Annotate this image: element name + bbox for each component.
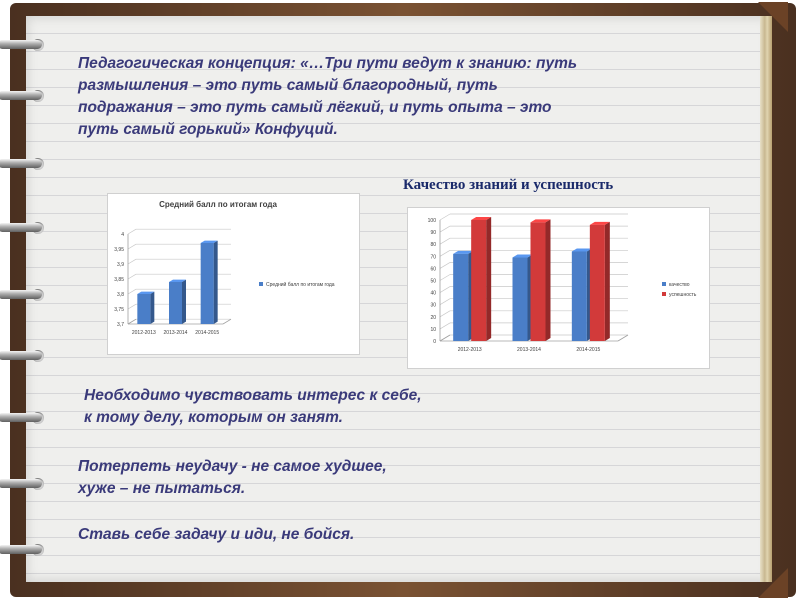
average-score-chart-svg [108, 194, 359, 354]
y-tick-label: 70 [430, 254, 436, 261]
binder-ring [0, 346, 48, 366]
gridline [128, 289, 136, 294]
legend-label: Средний балл по итогам года [266, 282, 335, 288]
y-tick-label: 3,95 [114, 247, 124, 253]
gridline [440, 287, 450, 293]
failure-text: Потерпеть неудачу - не самое худшее, хуже – не пытаться. [78, 458, 387, 497]
gridline [128, 259, 136, 264]
binder-ring [0, 35, 48, 55]
bar [531, 222, 546, 341]
bar [169, 282, 182, 324]
gridline [128, 229, 136, 234]
bar-side [605, 222, 610, 341]
legend-swatch [662, 282, 666, 286]
average-score-chart [107, 193, 360, 355]
y-tick-label: 0 [433, 339, 436, 345]
bar [590, 225, 605, 341]
bar [201, 243, 214, 324]
confucius-quote: Педагогическая концепция: «…Три пути ведут к знанию: путь размышления – это путь самый благородный, путь подражания – это путь самый лёгкий, и путь опыта – это путь самый горький» Конфуций. [78, 55, 578, 138]
y-tick-label: 3,8 [117, 292, 124, 298]
gridline [128, 274, 136, 279]
gridline [440, 226, 450, 232]
y-tick-label: 100 [427, 218, 436, 224]
binder-ring [0, 408, 48, 428]
gridline [440, 214, 450, 220]
page-edges [760, 16, 772, 582]
y-tick-label: 90 [430, 230, 436, 237]
legend-label: успешность [669, 292, 697, 298]
y-tick-label: 50 [430, 278, 436, 285]
x-tick-label: 2013-2014 [163, 330, 188, 336]
y-tick-label: 20 [430, 314, 436, 321]
y-tick-label: 10 [430, 326, 436, 333]
y-tick-label: 3,9 [117, 262, 124, 268]
binder-ring [0, 474, 48, 494]
bar-side [546, 219, 551, 341]
task-text: Ставь себе задачу и иди, не бойся. [78, 526, 355, 543]
y-tick-label: 3,75 [114, 307, 124, 313]
bar [572, 251, 587, 341]
bar [137, 294, 150, 324]
floor-edge [618, 335, 628, 341]
bar [471, 220, 486, 341]
gridline [440, 275, 450, 281]
binder-ring [0, 86, 48, 106]
bar [453, 254, 468, 341]
legend-swatch [259, 282, 263, 286]
quality-success-chart [407, 207, 710, 369]
gridline [128, 244, 136, 249]
x-tick-label: 2014-2015 [576, 347, 601, 353]
binder-ring [0, 285, 48, 305]
gridline [128, 304, 136, 309]
floor-edge [128, 319, 136, 324]
gridline [440, 262, 450, 268]
bar [513, 258, 528, 341]
binder-ring [0, 218, 48, 238]
x-tick-label: 2012-2013 [131, 330, 156, 336]
gridline [440, 238, 450, 244]
gridline [440, 311, 450, 317]
quality-success-chart-svg [408, 208, 709, 368]
x-tick-label: 2012-2013 [457, 347, 482, 353]
gridline [440, 250, 450, 256]
x-tick-label: 2013-2014 [517, 347, 541, 353]
y-tick-label: 40 [430, 290, 436, 297]
x-tick-label: 2014-2015 [195, 330, 220, 336]
y-tick-label: 3,7 [117, 322, 124, 328]
interest-text: Необходимо чувствовать интерес к себе, к тому делу, которым он занят. [84, 387, 422, 426]
binder-ring [0, 154, 48, 174]
y-tick-label: 3,85 [114, 277, 124, 283]
legend-swatch [662, 292, 666, 296]
bar-side [214, 241, 218, 324]
bar-side [182, 280, 186, 324]
binder-ring [0, 540, 48, 560]
gridline [440, 323, 450, 329]
y-tick-label: 60 [430, 266, 436, 273]
chart2-heading: Качество знаний и успешность [403, 177, 614, 193]
chart-title: Средний балл по итогам года [159, 200, 277, 209]
legend-label: качество [669, 282, 690, 288]
y-tick-label: 80 [430, 242, 436, 249]
gridline [440, 299, 450, 305]
bar-side [150, 292, 154, 324]
floor-edge [223, 319, 231, 324]
y-tick-label: 30 [430, 302, 436, 309]
floor-edge [440, 335, 450, 341]
y-tick-label: 4 [121, 232, 124, 238]
bar-side [486, 217, 491, 341]
